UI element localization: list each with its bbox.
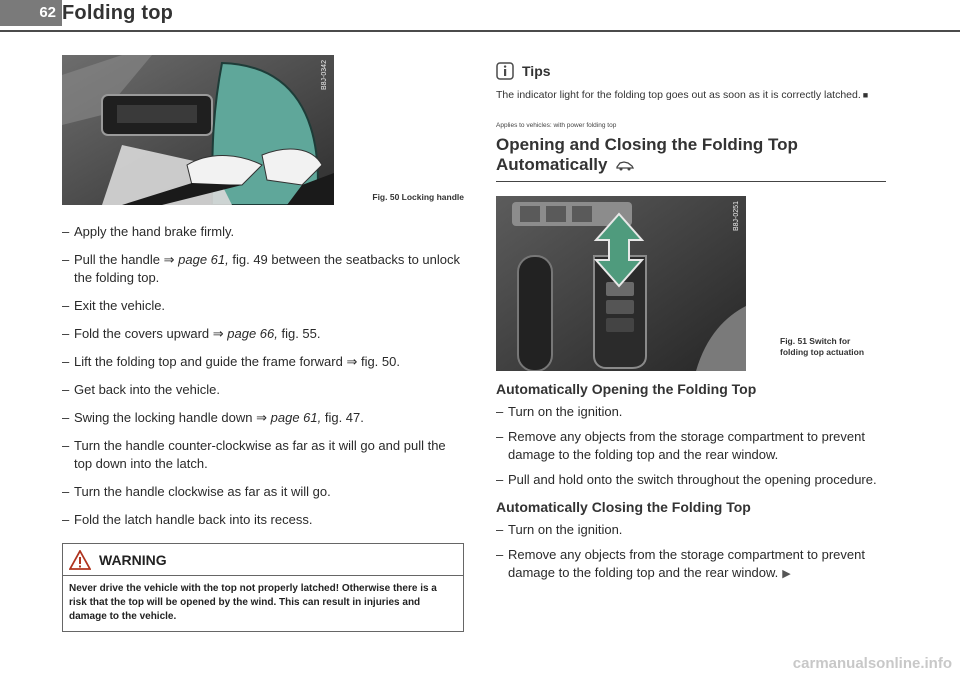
step-text: fig. 47. xyxy=(321,410,364,425)
step-text: Swing the locking handle down ⇒ xyxy=(74,410,271,425)
step-item xyxy=(62,381,464,399)
page-header xyxy=(0,0,960,40)
close-subheading: Automatically Closing the Folding Top xyxy=(496,499,751,515)
step-text: Remove any objects from the storage compartment to prevent damage to the folding top and the rear window. xyxy=(508,547,865,580)
close-step-list xyxy=(496,521,886,583)
warning-title: WARNING xyxy=(99,551,167,568)
step-text: Lift the folding top and guide the frame forward ⇒ fig. 50. xyxy=(74,354,400,369)
right-column xyxy=(496,60,886,590)
step-text: Fold the covers upward ⇒ xyxy=(74,326,228,341)
step-text: Turn the handle clockwise as far as it will go. xyxy=(74,484,331,499)
page-number: 62 xyxy=(0,0,62,26)
step-text: Turn the handle counter-clockwise as far as it will go and pull the top down into the latch. xyxy=(74,438,446,471)
step-item xyxy=(62,223,464,241)
warning-triangle-icon xyxy=(69,550,91,570)
figure-50-caption: Fig. 50 Locking handle xyxy=(372,192,464,202)
figure-51-caption-line-2: folding top actuation xyxy=(780,347,865,357)
step-text: fig. 49 between the seatbacks to unlock the folding top. xyxy=(74,252,461,285)
tips-header xyxy=(496,60,886,82)
left-column xyxy=(62,55,464,632)
step-item xyxy=(62,483,464,501)
step-item xyxy=(62,353,464,371)
section-title-line-2-wrap xyxy=(496,155,886,175)
section-title xyxy=(496,135,886,182)
step-text: Pull and hold onto the switch throughout the opening procedure. xyxy=(508,472,877,487)
page-reference: page 66, xyxy=(227,326,278,341)
step-text: Turn on the ignition. xyxy=(508,404,623,419)
step-text: Get back into the vehicle. xyxy=(74,382,220,397)
step-item xyxy=(62,437,464,473)
step-item xyxy=(496,403,886,421)
step-text: Pull the handle ⇒ xyxy=(74,252,179,267)
open-subheading: Automatically Opening the Folding Top xyxy=(496,381,757,397)
step-item xyxy=(496,521,886,539)
header-divider xyxy=(0,30,960,32)
convertible-car-icon xyxy=(615,159,635,171)
section-title-line-2: Automatically xyxy=(496,155,608,174)
step-item xyxy=(62,325,464,343)
tips-body: The indicator light for the folding top goes out as soon as it is correctly latched. xyxy=(496,89,861,101)
step-item xyxy=(62,409,464,427)
tips-title: Tips xyxy=(522,63,551,79)
step-item xyxy=(496,546,886,583)
figure-51 xyxy=(496,196,886,371)
step-text: Remove any objects from the storage compartment to prevent damage to the folding top and the rear window. xyxy=(508,429,865,462)
warning-box xyxy=(62,543,464,632)
end-mark: ■ xyxy=(862,90,869,100)
open-step-list xyxy=(496,403,886,489)
page-reference: page 61, xyxy=(178,252,229,267)
step-text: Apply the hand brake firmly. xyxy=(74,224,235,239)
info-icon xyxy=(496,62,514,80)
switch-illustration xyxy=(496,196,746,371)
step-item xyxy=(62,297,464,315)
figure-51-caption xyxy=(780,336,890,358)
step-text: fig. 55. xyxy=(277,326,321,341)
page-reference: page 61, xyxy=(270,410,322,425)
warning-header xyxy=(63,544,463,576)
warning-text: Never drive the vehicle with the top not properly latched! Otherwise there is a risk that the top will be opened by the wind. This can result in injuries and damage to the vehicle. xyxy=(69,583,437,622)
figure-51-code: B8J-0251 xyxy=(733,201,740,231)
section-title-line-1: Opening and Closing the Folding Top xyxy=(496,135,798,154)
step-item xyxy=(62,511,464,529)
step-text: Turn on the ignition. xyxy=(508,522,623,537)
step-item xyxy=(62,251,464,287)
step-text: Fold the latch handle back into its recess. xyxy=(74,512,313,527)
figure-50 xyxy=(62,55,464,205)
page-title: Folding top xyxy=(62,2,174,24)
figure-50-code: B8J-0342 xyxy=(321,60,328,90)
continue-arrow-icon: ▶ xyxy=(782,568,791,580)
tips-text xyxy=(496,88,886,102)
locking-handle-illustration xyxy=(62,55,334,205)
figure-51-caption-line-1: Fig. 51 Switch for xyxy=(780,336,851,346)
step-item xyxy=(496,471,886,489)
applies-note: Applies to vehicles: with power folding top xyxy=(496,122,617,129)
step-text: Exit the vehicle. xyxy=(74,298,166,313)
left-step-list xyxy=(62,223,464,529)
watermark: carmanualsonline.info xyxy=(792,655,952,672)
step-item xyxy=(496,428,886,464)
